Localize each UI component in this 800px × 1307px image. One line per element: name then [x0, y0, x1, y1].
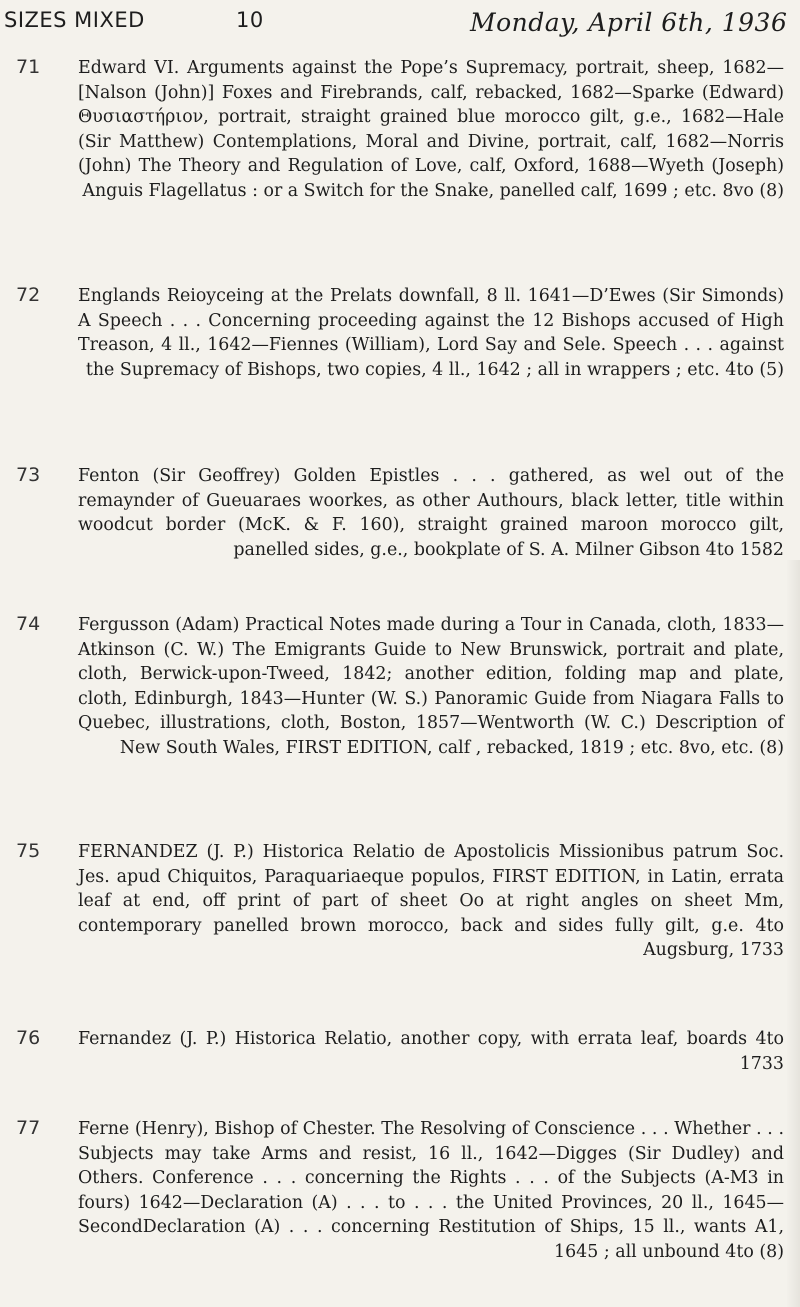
page-header — [0, 8, 800, 48]
page-number: 10 — [236, 8, 264, 32]
lot-description: Fernandez (J. P.) Historica Relatio, another copy, with errata leaf, boards 4to 1733 — [78, 1029, 784, 1074]
lot-number: 77 — [16, 1117, 41, 1139]
lot-number: 72 — [16, 284, 41, 306]
header-sizes-label: SIZES MIXED — [4, 8, 145, 32]
lot-description: Ferne (Henry), Bishop of Chester. The Resolving of Conscience . . . Whether . . . Subjects may take Arms and resist, 16 ll., 1642—Digges (Sir Dudley) and Others. Conference . . . concerning the Rights . . . of the Subjects (A-M3 in fours) 1642—Declaration (A) . . . to . . . the United Provinces, 20 ll., 1645—SecondDeclaration (A) . . . concerning Restitution of Ships, 15 ll., wants A1, 1645 ; all unbound 4to (8) — [78, 1119, 784, 1262]
lot-number: 71 — [16, 56, 41, 78]
lot-description: Fenton (Sir Geoffrey) Golden Epistles . . . gathered, as wel out of the remaynder of Gueuaraes woorkes, as other Authours, black letter, title within woodcut border (McK. & F. 160), straight grained maroon morocco gilt, panelled sides, g.e., bookplate of S. A. Milner Gibson 4to 1582 — [78, 466, 784, 560]
lot-number: 75 — [16, 840, 41, 862]
lot-description: Englands Reioyceing at the Prelats downfall, 8 ll. 1641—D’Ewes (Sir Simonds) A Speech . . . Concerning proceeding against the 12 Bishops accused of High Treason, 4 ll., 1642—Fiennes (William), Lord Say and Sele. Speech . . . against the Supremacy of Bishops, two copies, 4 ll., 1642 ; all in wrappers ; etc. 4to (5) — [78, 286, 784, 380]
lot-number: 74 — [16, 613, 41, 635]
lot-number: 73 — [16, 464, 41, 486]
lot-description: Edward VI. Arguments against the Pope’s Supremacy, portrait, sheep, 1682—[Nalson (John)] Foxes and Firebrands, calf, rebacked, 1682—Sparke (Edward) Θυσιαστήριον, portrait, straight grained blue morocco gilt, g.e., 1682—Hale (Sir Matthew) Contemplations, Moral and Divine, portrait, calf, 1682—Norris (John) The Theory and Regulation of Love, calf, Oxford, 1688—Wyeth (Joseph) Anguis Flagellatus : or a Switch for the Snake, panelled calf, 1699 ; etc. 8vo (8) — [78, 58, 784, 201]
page-edge-shadow — [786, 560, 800, 1307]
sale-date: Monday, April 6th, 1936 — [470, 8, 788, 37]
lot-description: FERNANDEZ (J. P.) Historica Relatio de Apostolicis Missionibus patrum Soc. Jes. apud Chiquitos, Paraquariaeque populos, FIRST EDITION, in Latin, errata leaf at end, off print of part of sheet Oo at right angles on sheet Mm, contemporary panelled brown morocco, back and sides fully gilt, g.e. 4to Augsburg, 1733 — [78, 842, 784, 960]
lot-number: 76 — [16, 1027, 41, 1049]
lot-description: Fergusson (Adam) Practical Notes made during a Tour in Canada, cloth, 1833—Atkinson (C. W.) The Emigrants Guide to New Brunswick, portrait and plate, cloth, Berwick-upon-Tweed, 1842; another edition, folding map and plate, cloth, Edinburgh, 1843—Hunter (W. S.) Panoramic Guide from Niagara Falls to Quebec, illustrations, cloth, Boston, 1857—Wentworth (W. C.) Description of New South Wales, FIRST EDITION, calf , rebacked, 1819 ; etc. 8vo, etc. (8) — [78, 615, 784, 758]
